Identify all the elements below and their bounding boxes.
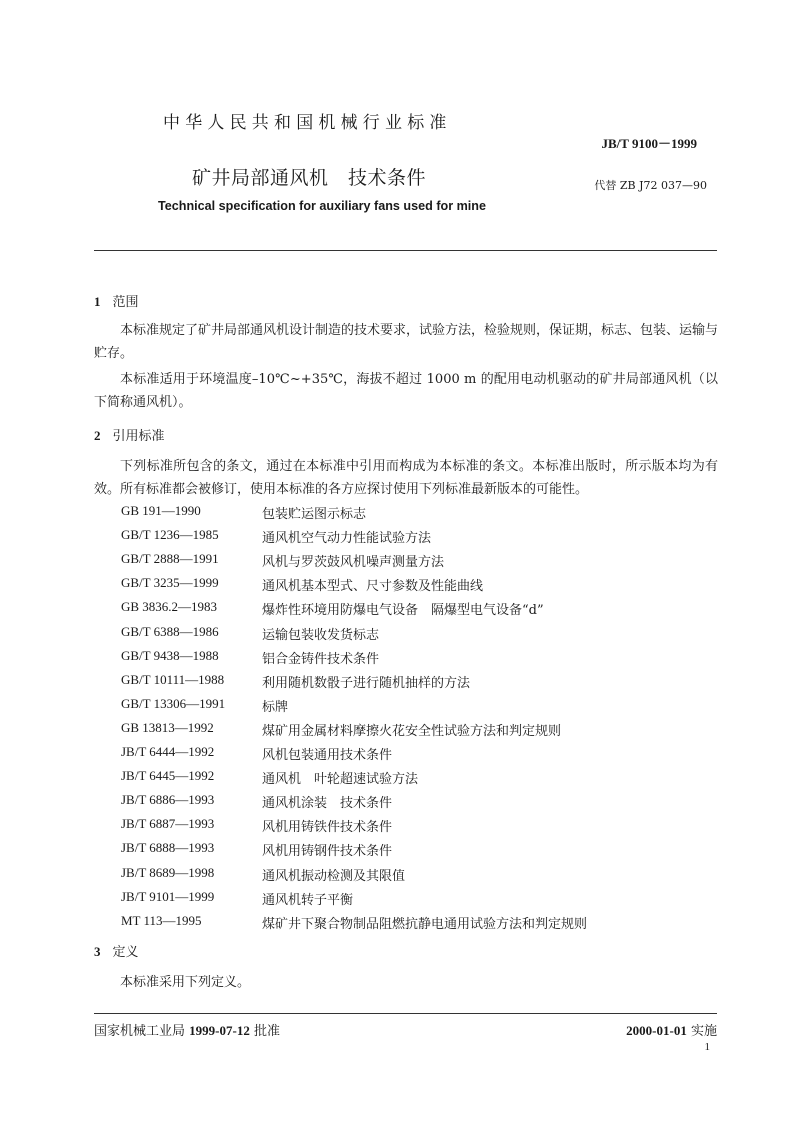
standard-number: GB 13813—1992 <box>121 719 214 735</box>
standard-title: 包装贮运图示标志 <box>262 507 367 522</box>
section-3-heading <box>94 941 139 960</box>
standard-number: JB/T 8689—1998 <box>121 864 215 880</box>
standard-number: JB/T 6886—1993 <box>121 792 215 808</box>
section-title: 引用标准 <box>112 429 165 444</box>
referenced-standard-row <box>121 696 681 716</box>
referenced-standard-row <box>121 792 681 812</box>
standard-title: 风机用铸钢件技术条件 <box>262 844 393 860</box>
standard-number: GB/T 3235—1999 <box>121 575 219 591</box>
standard-number: MT 113—1995 <box>121 912 202 928</box>
standard-number: GB 3836.2—1983 <box>121 599 218 615</box>
implementation-label: 实施 <box>690 1024 717 1039</box>
referenced-standard-row <box>121 913 681 933</box>
approval-label: 批准 <box>253 1024 280 1039</box>
standard-title: 运输包装收发货标志 <box>262 627 380 643</box>
standard-title: 风机用铸铁件技术条件 <box>262 820 393 836</box>
standard-title: 煤矿井下聚合物制品阻燃抗静电通用试验方法和判定规则 <box>262 916 588 932</box>
standard-title: 风机包装通用技术条件 <box>262 748 393 763</box>
section-2-heading <box>94 425 165 444</box>
referenced-standard-row <box>121 527 681 547</box>
implementation-date: 2000-01-01 <box>626 1023 687 1038</box>
standard-title: 风机与罗茨鼓风机噪声测量方法 <box>262 555 445 571</box>
standard-number: GB/T 1236—1985 <box>121 527 219 543</box>
referenced-standard-row <box>121 816 681 836</box>
standard-number: GB/T 13306—1991 <box>121 695 226 711</box>
referenced-standard-row <box>121 865 681 885</box>
referenced-standard-row <box>121 551 681 571</box>
standard-title: 标牌 <box>262 699 289 715</box>
section-2-paragraph-1: 下列标准所包含的条文，通过在本标准中引用而构成为本标准的条文。本标准出版时，所示版本均为有效。所有标准都会被修订，使用本标准的各方应探讨使用下列标准最新版本的可能性。 <box>94 459 718 497</box>
standard-number: GB/T 6388—1986 <box>121 623 219 639</box>
standard-number: JB/T 6888—1993 <box>121 840 215 856</box>
standard-title: 通风机振动检测及其限值 <box>262 868 406 884</box>
section-1-heading <box>94 291 139 310</box>
standard-title: 通风机基本型式、尺寸参数及性能曲线 <box>262 579 484 595</box>
standard-number: JB/T 6445—1992 <box>121 768 215 784</box>
referenced-standard-row <box>121 720 681 740</box>
replaces-standard: 代替 ZB J72 037—90 <box>594 179 707 192</box>
referenced-standard-row <box>121 768 681 788</box>
standard-title: 通风机涂装 技术条件 <box>262 796 393 812</box>
referenced-standard-row <box>121 575 681 595</box>
header-divider <box>94 250 717 251</box>
referenced-standard-row <box>121 840 681 860</box>
standard-title: 爆炸性环境用防爆电气设备 隔爆型电气设备“d” <box>262 603 544 619</box>
section-title: 范围 <box>112 295 139 310</box>
section-title: 定义 <box>112 945 139 960</box>
section-1-paragraph-1: 本标准规定了矿井局部通风机设计制造的技术要求，试验方法，检验规则，保证期，标志、包装、运输与贮存。 <box>94 323 719 361</box>
standard-code: JB/T 9100－1999 <box>601 136 697 151</box>
page-number: 1 <box>704 1041 710 1053</box>
section-3-paragraph-1: 本标准采用下列定义。 <box>120 975 251 990</box>
referenced-standard-row <box>121 744 681 764</box>
standard-number: GB/T 10111—1988 <box>121 671 225 687</box>
standard-number: GB/T 2888—1991 <box>121 551 219 567</box>
section-1-paragraph-2: 本标准适用于环境温度–10℃~+35℃，海拔不超过 1000 m 的配用电动机驱动的矿井局部通风机（以下简称通风机）。 <box>94 372 718 410</box>
referenced-standard-row <box>121 503 681 523</box>
referenced-standard-row <box>121 672 681 692</box>
section-number: 2 <box>94 428 101 443</box>
standard-title: 铝合金铸件技术条件 <box>262 651 380 667</box>
standard-number: GB/T 9438—1988 <box>121 647 219 663</box>
standard-title: 通风机空气动力性能试验方法 <box>262 531 432 547</box>
standard-number: JB/T 6444—1992 <box>121 744 215 759</box>
standard-number: GB 191—1990 <box>121 503 201 518</box>
referenced-standard-row <box>121 889 681 909</box>
standard-title: 煤矿用金属材料摩擦火花安全性试验方法和判定规则 <box>262 723 562 739</box>
standard-title: 通风机 叶轮超速试验方法 <box>262 772 419 788</box>
standard-title: 通风机转子平衡 <box>262 892 354 908</box>
referenced-standard-row <box>121 648 681 668</box>
referenced-standard-row <box>121 624 681 644</box>
referenced-standard-row <box>121 599 681 619</box>
approval-info <box>94 1020 280 1039</box>
document-title-chinese: 矿井局部通风机 技术条件 <box>192 167 427 189</box>
issuing-organization: 中华人民共和国机械行业标准 <box>163 113 452 133</box>
approval-date: 1999-07-12 <box>189 1023 250 1038</box>
footer-divider <box>94 1013 717 1014</box>
standard-number: JB/T 6887—1993 <box>121 816 215 832</box>
standard-number: JB/T 9101—1999 <box>121 888 215 904</box>
section-number: 1 <box>94 294 101 309</box>
implementation-info <box>626 1020 717 1039</box>
document-title-english: Technical specification for auxiliary fans used for mine <box>158 199 486 213</box>
approving-authority: 国家机械工业局 <box>94 1024 186 1039</box>
standard-title: 利用随机数骰子进行随机抽样的方法 <box>262 675 471 691</box>
section-number: 3 <box>94 944 101 959</box>
